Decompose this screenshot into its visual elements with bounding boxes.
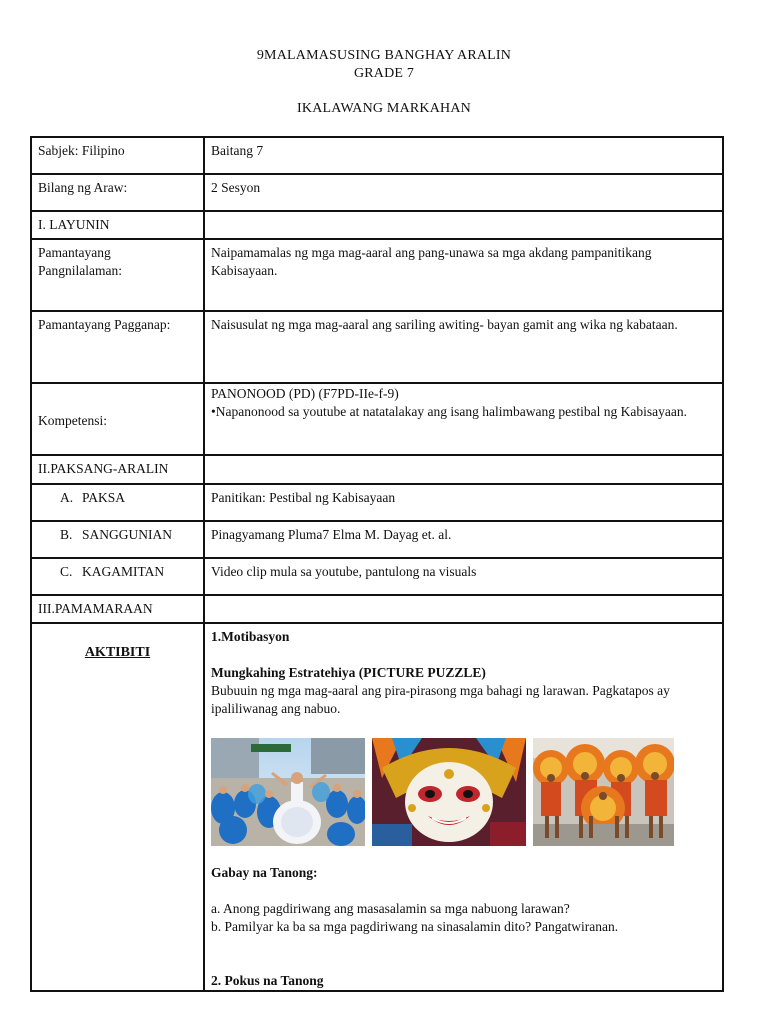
strategy-heading: Mungkahing Estratehiya (PICTURE PUZZLE) — [211, 665, 486, 680]
festival-dancers-photo — [211, 738, 365, 846]
days-label: Bilang ng Araw: — [31, 174, 204, 211]
content-standard-label-line1: Pamantayang — [38, 245, 111, 260]
days-value: 2 Sesyon — [204, 174, 723, 211]
paksa-text: PAKSA — [82, 490, 126, 505]
strategy-instructions: Bubuuin ng mga mag-aaral ang pira-pirasong mga bahagi ng larawan. Pagkatapos ay ipaliliwanag ang nabuo. — [211, 683, 670, 716]
competency-value: •Napanonood sa youtube at natatalakay ang isang halimbawang pestibal ng Kabisayaan. — [211, 404, 687, 419]
guide-questions-heading: Gabay na Tanong: — [211, 865, 318, 880]
table-row — [31, 595, 723, 623]
table-row — [31, 521, 723, 558]
motibasyon-heading: 1.Motibasyon — [211, 629, 290, 644]
paksang-aralin-value — [204, 455, 723, 484]
table-row — [31, 623, 723, 991]
competency-cell — [204, 383, 723, 455]
table-row — [31, 239, 723, 311]
content-standard-value: Naipamamalas ng mga mag-aaral ang pang-unawa sa mga akdang pampanitikang Kabisayaan. — [204, 239, 723, 311]
pamamaraan-label: III.PAMAMARAAN — [31, 595, 204, 623]
table-row — [31, 311, 723, 383]
aktibiti-cell — [31, 623, 204, 991]
sanggunian-value: Pinagyamang Pluma7 Elma M. Dayag et. al. — [204, 521, 723, 558]
paksa-letter: A. — [60, 490, 74, 505]
layunin-label: I. LAYUNIN — [31, 211, 204, 239]
subject-value: Baitang 7 — [204, 137, 723, 174]
table-row — [31, 137, 723, 174]
table-row — [31, 455, 723, 484]
sanggunian-text: SANGGUNIAN — [82, 527, 172, 542]
dinagyang-dancers-photo — [533, 738, 674, 846]
aktibiti-content — [204, 623, 723, 991]
competency-label: Kompetensi: — [31, 383, 204, 455]
table-row — [31, 174, 723, 211]
aktibiti-label: AKTIBITI — [84, 645, 151, 660]
competency-code: PANONOOD (PD) (F7PD-IIe-f-9) — [211, 386, 399, 401]
content-standard-label — [31, 239, 204, 311]
kagamitan-letter: C. — [60, 564, 73, 579]
quarter-heading: IKALAWANG MARKAHAN — [297, 101, 471, 116]
lesson-plan-table — [30, 136, 724, 992]
table-row — [31, 211, 723, 239]
question-a: a. Anong pagdiriwang ang masasalamin sa mga nabuong larawan? — [211, 901, 570, 916]
performance-standard-label: Pamantayang Pagganap: — [31, 311, 204, 383]
masskara-mask-photo — [372, 738, 526, 846]
table-row — [31, 484, 723, 521]
sanggunian-label — [31, 521, 204, 558]
kagamitan-value: Video clip mula sa youtube, pantulong na visuals — [204, 558, 723, 595]
performance-standard-value: Naisusulat ng mga mag-aaral ang sariling awiting- bayan gamit ang wika ng kabataan. — [204, 311, 723, 383]
question-b: b. Pamilyar ka ba sa mga pagdiriwang na sinasalamin dito? Pangatwiranan. — [211, 919, 619, 934]
sanggunian-letter: B. — [60, 527, 73, 542]
paksa-label — [31, 484, 204, 521]
kagamitan-label — [31, 558, 204, 595]
festival-photos — [211, 738, 716, 846]
table-row — [31, 383, 723, 455]
pamamaraan-value — [204, 595, 723, 623]
paksang-aralin-label: II.PAKSANG-ARALIN — [31, 455, 204, 484]
paksa-value: Panitikan: Pestibal ng Kabisayaan — [204, 484, 723, 521]
kagamitan-text: KAGAMITAN — [82, 564, 165, 579]
grade-heading: GRADE 7 — [353, 66, 415, 81]
table-row — [31, 558, 723, 595]
layunin-value — [204, 211, 723, 239]
subject-label: Sabjek: Filipino — [31, 137, 204, 174]
content-standard-label-line2: Pangnilalaman: — [38, 263, 122, 278]
pokus-heading: 2. Pokus na Tanong — [211, 973, 324, 988]
document-title: 9MALAMASUSING BANGHAY ARALIN — [256, 48, 512, 63]
